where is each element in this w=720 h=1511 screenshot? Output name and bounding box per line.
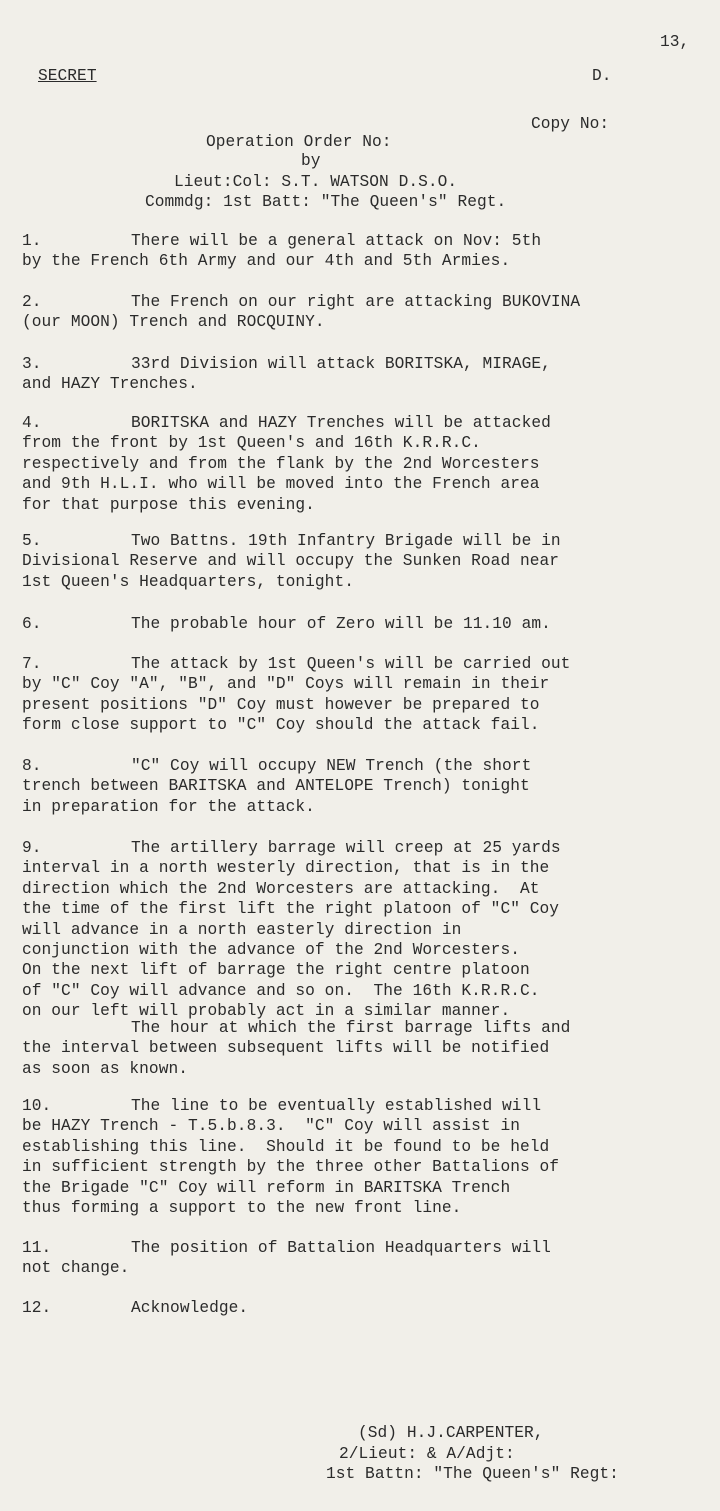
paragraph-first-line: The probable hour of Zero will be 11.10 am. bbox=[131, 615, 551, 633]
paragraph-line: by "C" Coy "A", "B", and "D" Coys will remain in their bbox=[22, 675, 550, 694]
paragraph-line: for that purpose this evening. bbox=[22, 495, 315, 514]
paragraph-line: from the front by 1st Queen's and 16th K.R.R.C. bbox=[22, 434, 481, 453]
paragraph-line: and 9th H.L.I. who will be moved into the French area bbox=[22, 475, 540, 494]
paragraph-first-line: The line to be eventually established will bbox=[131, 1097, 542, 1115]
paragraph-line: and HAZY Trenches. bbox=[22, 375, 198, 394]
signature-rank: 2/Lieut: & A/Adjt: bbox=[339, 1445, 515, 1463]
paragraph-number: 5. bbox=[22, 532, 42, 550]
paragraph-line: the Brigade "C" Coy will reform in BARITSKA Trench bbox=[22, 1178, 511, 1197]
paragraph-first-line: The hour at which the first barrage lifts and bbox=[131, 1019, 571, 1037]
title-operation-order: Operation Order No: bbox=[206, 133, 392, 151]
paragraph-first-line: 33rd Division will attack BORITSKA, MIRAGE, bbox=[131, 355, 551, 373]
paragraph-line: interval in a north westerly direction, that is in the bbox=[22, 859, 550, 878]
paragraph-line: as soon as known. bbox=[22, 1059, 188, 1078]
paragraph-first-line: There will be a general attack on Nov: 5th bbox=[131, 232, 542, 250]
paragraph-line: form close support to "C" Coy should the attack fail. bbox=[22, 716, 540, 735]
paragraph-number: 3. bbox=[22, 355, 42, 373]
paragraph-number: 10. bbox=[22, 1097, 52, 1115]
paragraph-line: 1st Queen's Headquarters, tonight. bbox=[22, 572, 354, 591]
appendix-letter: D. bbox=[592, 67, 612, 85]
signature-name: (Sd) H.J.CARPENTER, bbox=[358, 1424, 544, 1442]
paragraph-line: on our left will probably act in a similar manner. bbox=[22, 1002, 511, 1021]
paragraph-line: Divisional Reserve and will occupy the Sunken Road near bbox=[22, 552, 560, 571]
paragraph-first-line: The artillery barrage will creep at 25 yards bbox=[131, 839, 561, 857]
paragraph-number: 12. bbox=[22, 1299, 52, 1317]
paragraph-line: establishing this line. Should it be found to be held bbox=[22, 1137, 550, 1156]
paragraph-line: conjunction with the advance of the 2nd Worcesters. bbox=[22, 941, 520, 959]
paragraph-line: trench between BARITSKA and ANTELOPE Trench) tonight bbox=[22, 777, 530, 796]
page-number: 13, bbox=[660, 33, 690, 51]
paragraph-line: (our MOON) Trench and ROCQUINY. bbox=[22, 313, 325, 332]
paragraph-first-line: BORITSKA and HAZY Trenches will be attacked bbox=[131, 414, 551, 432]
paragraph-number: 2. bbox=[22, 293, 42, 311]
paragraph-number: 7. bbox=[22, 655, 42, 673]
paragraph-line: be HAZY Trench - T.5.b.8.3. "C" Coy will assist in bbox=[22, 1117, 520, 1136]
paragraph-line: direction which the 2nd Worcesters are attacking. At bbox=[22, 879, 540, 898]
paragraph-line: On the next lift of barrage the right centre platoon bbox=[22, 961, 530, 980]
paragraph-first-line: "C" Coy will occupy NEW Trench (the short bbox=[131, 757, 532, 775]
title-commander: Lieut:Col: S.T. WATSON D.S.O. bbox=[174, 173, 458, 191]
classification-label: SECRET bbox=[38, 67, 97, 85]
paragraph-first-line: Acknowledge. bbox=[131, 1299, 249, 1317]
paragraph-first-line: The attack by 1st Queen's will be carried out bbox=[131, 655, 571, 673]
paragraph-line: by the French 6th Army and our 4th and 5th Armies. bbox=[22, 252, 511, 271]
signature-unit: 1st Battn: "The Queen's" Regt: bbox=[326, 1465, 619, 1483]
paragraph-first-line: The French on our right are attacking BUKOVINA bbox=[131, 293, 581, 311]
paragraph-number: 9. bbox=[22, 839, 42, 857]
paragraph-number: 11. bbox=[22, 1239, 52, 1257]
paragraph-number: 8. bbox=[22, 757, 42, 775]
paragraph-line: the time of the first lift the right platoon of "C" Coy bbox=[22, 900, 560, 919]
paragraph-line: present positions "D" Coy must however be prepared to bbox=[22, 695, 540, 714]
paragraph-line: in sufficient strength by the three other Battalions of bbox=[22, 1158, 560, 1177]
paragraph-first-line: Two Battns. 19th Infantry Brigade will be in bbox=[131, 532, 561, 550]
paragraph-line: will advance in a north easterly direction in bbox=[22, 920, 462, 939]
paragraph-line: respectively and from the flank by the 2nd Worcesters bbox=[22, 454, 540, 473]
paragraph-number: 1. bbox=[22, 232, 42, 250]
paragraph-line: the interval between subsequent lifts will be notified bbox=[22, 1039, 550, 1058]
paragraph-first-line: The position of Battalion Headquarters will bbox=[131, 1239, 551, 1257]
paragraph-line: of "C" Coy will advance and so on. The 16th K.R.R.C. bbox=[22, 981, 540, 1000]
title-command: Commdg: 1st Batt: "The Queen's" Regt. bbox=[145, 193, 507, 211]
paragraph-line: thus forming a support to the new front line. bbox=[22, 1199, 462, 1217]
title-by: by bbox=[301, 152, 321, 170]
paragraph-line: not change. bbox=[22, 1259, 130, 1278]
paragraph-number: 4. bbox=[22, 414, 42, 432]
paragraph-line: in preparation for the attack. bbox=[22, 797, 315, 816]
copy-number: Copy No: bbox=[531, 115, 610, 133]
paragraph-number: 6. bbox=[22, 615, 42, 633]
